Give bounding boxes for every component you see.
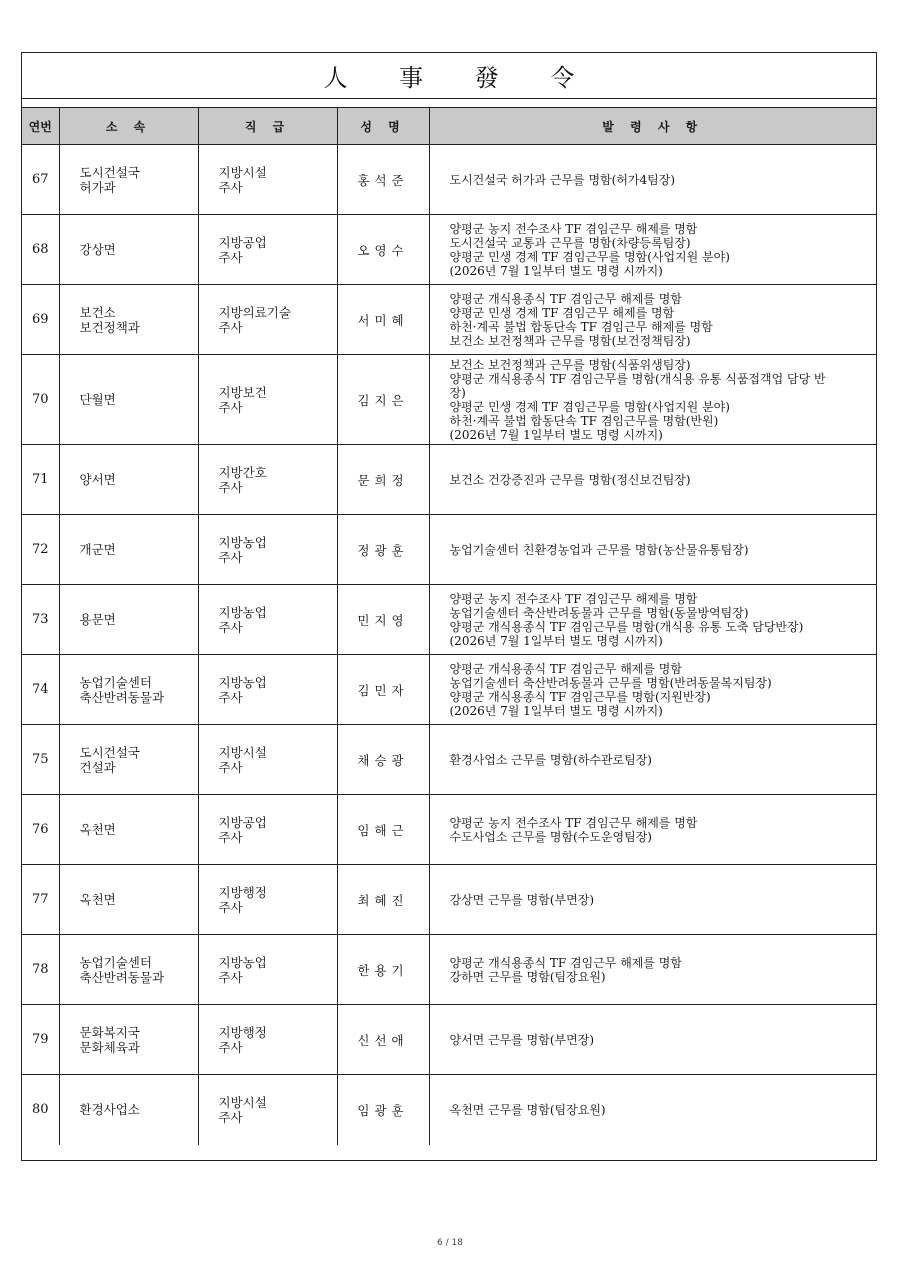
person-name: 민지영: [337, 585, 429, 655]
person-name: 한용기: [337, 935, 429, 1005]
grade-cell: [198, 355, 337, 445]
grade-line: 주사: [218, 399, 243, 415]
detail-line: 양평군 농지 전수조사 TF 겸임근무 해제를 명함: [449, 591, 698, 606]
header-grade: 직 급: [198, 108, 337, 145]
dept-line: 환경사업소: [79, 1102, 140, 1118]
detail-line: 하천·계곡 불법 합동단속 TF 겸임근무를 명함(반원): [449, 413, 719, 428]
title-bar: [22, 53, 876, 99]
grade-line: 지방의료기술: [218, 304, 291, 320]
dept-line: 축산반려동물과: [79, 689, 165, 705]
dept-line: 양서면: [79, 472, 116, 487]
row-number: 80: [22, 1075, 59, 1145]
person-name: 김지은: [337, 355, 429, 445]
table-row: [22, 215, 876, 285]
table-row: [22, 585, 876, 655]
table-row: [22, 655, 876, 725]
dept-line: 도시건설국: [79, 744, 140, 760]
details-cell: [429, 215, 876, 285]
table-row: [22, 795, 876, 865]
grade-line: 주사: [218, 619, 243, 635]
details-cell: [429, 145, 876, 215]
person-name: 문희정: [337, 445, 429, 515]
dept-line: 농업기술센터: [79, 674, 152, 690]
person-name: 김민자: [337, 655, 429, 725]
grade-line: 주사: [218, 1109, 243, 1125]
row-number: 68: [22, 215, 59, 285]
grade-line: 지방보건: [218, 384, 267, 400]
detail-line: 보건소 보건정책과 근무를 명함(식품위생팀장): [449, 357, 691, 372]
grade-line: 주사: [218, 479, 243, 495]
detail-line: (2026년 7월 1일부터 별도 명령 시까지): [449, 633, 663, 648]
grade-line: 지방행정: [218, 1024, 267, 1040]
row-number: 79: [22, 1005, 59, 1075]
person-name: 임광훈: [337, 1075, 429, 1145]
row-number: 73: [22, 585, 59, 655]
grade-line: 지방농업: [218, 534, 267, 550]
person-name: 임해근: [337, 795, 429, 865]
table-row: [22, 445, 876, 515]
grade-cell: [198, 1075, 337, 1145]
detail-line: 수도사업소 근무를 명함(수도운영팀장): [449, 829, 652, 844]
table-row: [22, 865, 876, 935]
dept-cell: [59, 515, 198, 585]
table-row: [22, 1075, 876, 1145]
detail-line: 양평군 농지 전수조사 TF 겸임근무 해제를 명함: [449, 815, 698, 830]
grade-line: 주사: [218, 759, 243, 775]
detail-line: 농업기술센터 친환경농업과 근무를 명함(농산물유통팀장): [449, 542, 749, 557]
detail-line: 도시건설국 허가과 근무를 명함(허가4팀장): [449, 172, 676, 187]
details-cell: [429, 865, 876, 935]
grade-cell: [198, 865, 337, 935]
dept-line: 건설과: [79, 759, 116, 775]
dept-cell: [59, 445, 198, 515]
detail-line: 양평군 민생 경제 TF 겸임근무 해제를 명함: [449, 305, 675, 320]
details-cell: [429, 1005, 876, 1075]
dept-line: 옥천면: [79, 892, 116, 907]
grade-line: 지방시설: [218, 1094, 267, 1110]
details-cell: [429, 795, 876, 865]
header-details: 발 령 사 항: [429, 108, 876, 145]
grade-line: 지방농업: [218, 604, 267, 620]
grade-cell: [198, 215, 337, 285]
details-cell: [429, 725, 876, 795]
dept-line: 축산반려동물과: [79, 969, 165, 985]
grade-cell: [198, 285, 337, 355]
detail-line: 양평군 개식용종식 TF 겸임근무를 명함(지원반장): [449, 689, 711, 704]
grade-cell: [198, 585, 337, 655]
dept-cell: [59, 285, 198, 355]
dept-cell: [59, 865, 198, 935]
person-name: 정광훈: [337, 515, 429, 585]
grade-cell: [198, 515, 337, 585]
dept-line: 개군면: [79, 542, 116, 557]
row-number: 72: [22, 515, 59, 585]
detail-line: 양서면 근무를 명함(부면장): [449, 1032, 595, 1047]
grade-cell: [198, 145, 337, 215]
row-number: 77: [22, 865, 59, 935]
grade-cell: [198, 1005, 337, 1075]
dept-cell: [59, 145, 198, 215]
person-name: 서미혜: [337, 285, 429, 355]
detail-line: 농업기술센터 축산반려동물과 근무를 명함(반려동물복지팀장): [449, 675, 772, 690]
person-name: 최혜진: [337, 865, 429, 935]
detail-line: (2026년 7월 1일부터 별도 명령 시까지): [449, 263, 663, 278]
table-row: [22, 145, 876, 215]
details-cell: [429, 655, 876, 725]
grade-line: 주사: [218, 179, 243, 195]
table-header-row: [22, 108, 876, 145]
table-row: [22, 935, 876, 1005]
detail-line: 양평군 민생 경제 TF 겸임근무를 명함(사업지원 분야): [449, 249, 730, 264]
header-name: 성 명: [337, 108, 429, 145]
row-number: 71: [22, 445, 59, 515]
grade-line: 지방농업: [218, 674, 267, 690]
grade-line: 지방시설: [218, 744, 267, 760]
dept-cell: [59, 935, 198, 1005]
dept-cell: [59, 1005, 198, 1075]
details-cell: [429, 585, 876, 655]
details-cell: [429, 445, 876, 515]
detail-line: 강상면 근무를 명함(부면장): [449, 892, 595, 907]
detail-line: 도시건설국 교통과 근무를 명함(차량등록팀장): [449, 235, 691, 250]
person-name: 신선애: [337, 1005, 429, 1075]
detail-line: 보건소 보건정책과 근무를 명함(보건정책팀장): [449, 333, 691, 348]
detail-line: 양평군 개식용종식 TF 겸임근무 해제를 명함: [449, 955, 682, 970]
detail-line: 장): [449, 385, 466, 400]
dept-cell: [59, 725, 198, 795]
row-number: 75: [22, 725, 59, 795]
appointments-table: [22, 108, 876, 1145]
grade-line: 주사: [218, 549, 243, 565]
dept-line: 도시건설국: [79, 164, 140, 180]
details-cell: [429, 935, 876, 1005]
dept-line: 보건소: [79, 304, 116, 320]
detail-line: (2026년 7월 1일부터 별도 명령 시까지): [449, 703, 663, 718]
table-row: [22, 515, 876, 585]
person-name: 오영수: [337, 215, 429, 285]
grade-line: 지방간호: [218, 464, 267, 480]
grade-cell: [198, 655, 337, 725]
table-row: [22, 355, 876, 445]
dept-cell: [59, 585, 198, 655]
detail-line: 농업기술센터 축산반려동물과 근무를 명함(동물방역팀장): [449, 605, 749, 620]
grade-line: 주사: [218, 1039, 243, 1055]
person-name: 홍석준: [337, 145, 429, 215]
grade-line: 주사: [218, 249, 243, 265]
dept-line: 문화복지국: [79, 1024, 140, 1040]
dept-line: 단월면: [79, 392, 116, 407]
dept-line: 용문면: [79, 612, 116, 627]
details-cell: [429, 355, 876, 445]
detail-line: 양평군 민생 경제 TF 겸임근무를 명함(사업지원 분야): [449, 399, 730, 414]
detail-line: 하천·계곡 불법 합동단속 TF 겸임근무 해제를 명함: [449, 319, 713, 334]
table-row: [22, 285, 876, 355]
dept-cell: [59, 215, 198, 285]
grade-line: 주사: [218, 689, 243, 705]
dept-line: 보건정책과: [79, 319, 140, 335]
page-number: 6 / 18: [437, 1238, 463, 1248]
row-number: 67: [22, 145, 59, 215]
row-number: 76: [22, 795, 59, 865]
row-number: 74: [22, 655, 59, 725]
dept-cell: [59, 1075, 198, 1145]
details-cell: [429, 1075, 876, 1145]
detail-line: 강하면 근무를 명함(팀장요원): [449, 969, 606, 984]
grade-line: 주사: [218, 829, 243, 845]
grade-cell: [198, 795, 337, 865]
table-row: [22, 725, 876, 795]
dept-line: 허가과: [79, 179, 116, 195]
header-dept: 소 속: [59, 108, 198, 145]
detail-line: (2026년 7월 1일부터 별도 명령 시까지): [449, 427, 663, 442]
grade-cell: [198, 935, 337, 1005]
detail-line: 양평군 개식용종식 TF 겸임근무 해제를 명함: [449, 291, 682, 306]
document-frame: [21, 52, 877, 1161]
detail-line: 양평군 개식용종식 TF 겸임근무를 명함(개식용 유통 식품접객업 담당 반: [449, 371, 826, 386]
table-row: [22, 1005, 876, 1075]
detail-line: 보건소 건강증진과 근무를 명함(정신보건팀장): [449, 472, 691, 487]
dept-line: 농업기술센터: [79, 954, 152, 970]
detail-line: 양평군 개식용종식 TF 겸임근무 해제를 명함: [449, 661, 682, 676]
details-cell: [429, 515, 876, 585]
detail-line: 환경사업소 근무를 명함(하수관로팀장): [449, 752, 652, 767]
document-title: 人 事 發 令: [323, 64, 597, 92]
header-no: 연번: [22, 108, 59, 145]
grade-line: 지방공업: [218, 814, 267, 830]
grade-line: 지방시설: [218, 164, 267, 180]
grade-line: 지방농업: [218, 954, 267, 970]
dept-line: 강상면: [79, 242, 116, 257]
row-number: 78: [22, 935, 59, 1005]
detail-line: 옥천면 근무를 명함(팀장요원): [449, 1102, 606, 1117]
dept-cell: [59, 355, 198, 445]
grade-line: 주사: [218, 899, 243, 915]
dept-cell: [59, 655, 198, 725]
person-name: 채승광: [337, 725, 429, 795]
grade-line: 주사: [218, 969, 243, 985]
row-number: 69: [22, 285, 59, 355]
detail-line: 양평군 농지 전수조사 TF 겸임근무 해제를 명함: [449, 221, 698, 236]
dept-line: 문화체육과: [79, 1039, 140, 1055]
dept-line: 옥천면: [79, 822, 116, 837]
grade-cell: [198, 725, 337, 795]
detail-line: 양평군 개식용종식 TF 겸임근무를 명함(개식용 유통 도축 담당반장): [449, 619, 804, 634]
grade-line: 지방공업: [218, 234, 267, 250]
title-divider: [22, 99, 876, 108]
grade-line: 지방행정: [218, 884, 267, 900]
dept-cell: [59, 795, 198, 865]
grade-line: 주사: [218, 319, 243, 335]
details-cell: [429, 285, 876, 355]
grade-cell: [198, 445, 337, 515]
row-number: 70: [22, 355, 59, 445]
